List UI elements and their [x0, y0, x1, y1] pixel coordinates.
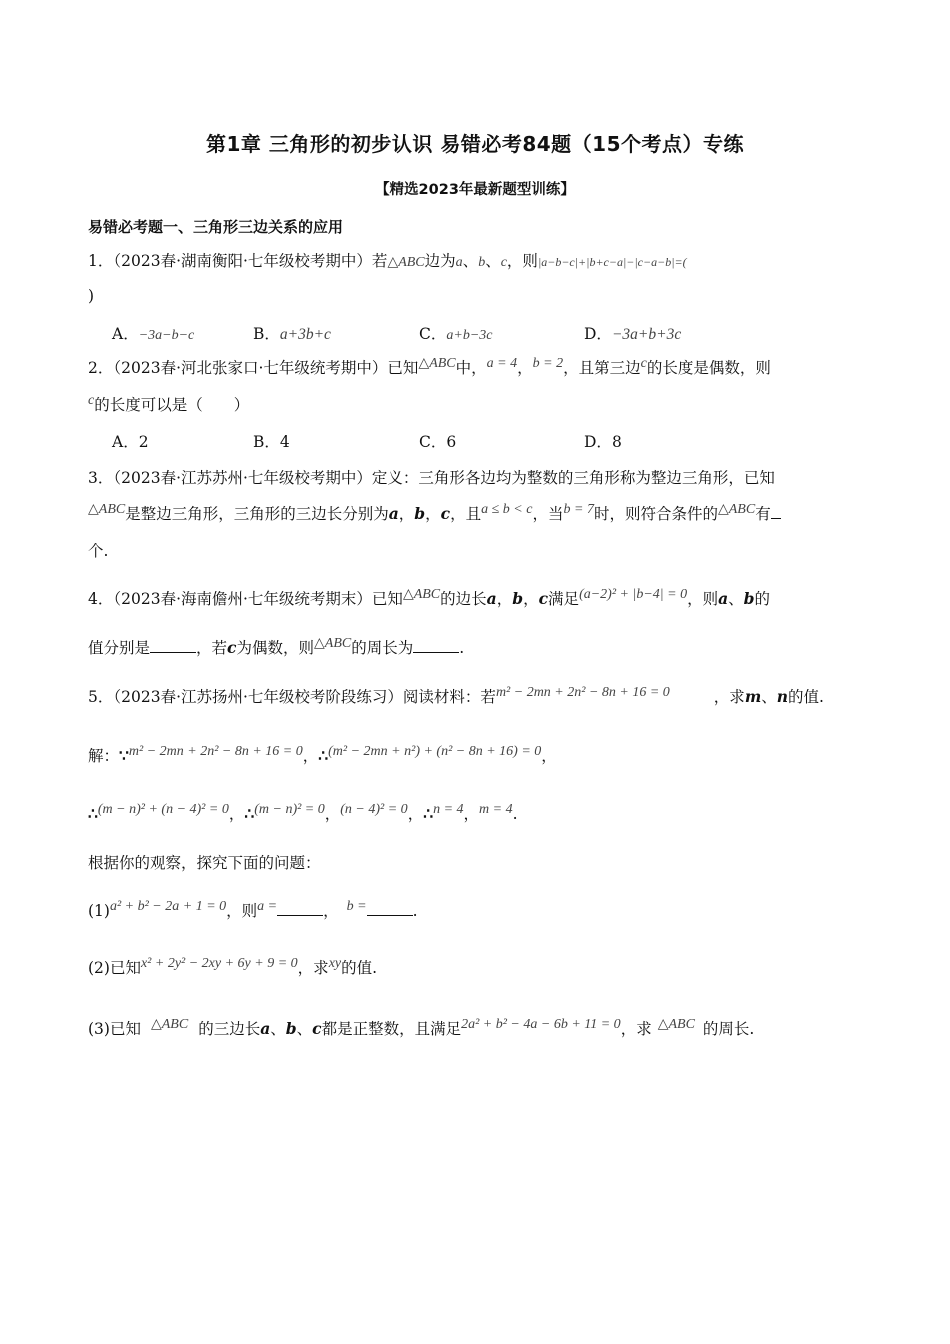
question-5: 5．（2023春·江苏扬州·七年级校考阶段练习）阅读材料：若m² − 2mn + 2n² − 8n + 16 = 0 ，求m、n的值.	[88, 685, 824, 706]
question-1: 1．（2023春·湖南衡阳·七年级校考期中）若△ABC边为a、b、c，则|a−b−c|+|b+c−a|−|c−a−b|=(	[88, 252, 687, 270]
question-1-expression: |a−b−c|+|b+c−a|−|c−a−b|=(	[537, 255, 687, 269]
observe-text: 根据你的观察，探究下面的问题：	[88, 854, 321, 872]
question-2: 2．（2023春·河北张家口·七年级统考期中）已知△ABC中，a = 4，b = 2，且第三边c的长度是偶数，则	[88, 356, 771, 377]
question-2-line2: c的长度可以是（ ）	[88, 393, 250, 414]
q1-option-a: A．−3a−b−c	[112, 325, 195, 343]
answer-blank	[367, 901, 413, 916]
solution-line-2: ∴(m − n)² + (n − 4)² = 0，∴(m − n)² = 0，(n − 4)² = 0，∴n = 4，m = 4.	[88, 802, 518, 823]
q2-option-d: D．8	[584, 433, 622, 451]
answer-blank	[413, 638, 459, 653]
answer-blank	[150, 638, 196, 653]
section-heading: 易错必考题一、三角形三边关系的应用	[88, 218, 344, 236]
q1-option-d: D．−3a+b+3c	[584, 325, 682, 343]
part-2: (2)已知x² + 2y² − 2xy + 6y + 9 = 0，求xy的值.	[88, 956, 378, 977]
question-3: 3．（2023春·江苏苏州·七年级校考期中）定义：三角形各边均为整数的三角形称为整边三角形，已知	[88, 469, 775, 487]
q2-option-c: C．6	[419, 433, 457, 451]
question-4-line2: 值分别是 ，若c为偶数，则△ABC的周长为 .	[88, 636, 465, 657]
part-1: (1)a² + b² − 2a + 1 = 0，则a = ， b = .	[88, 899, 418, 920]
answer-blank	[771, 504, 781, 519]
page-title: 第1章 三角形的初步认识 易错必考84题（15个考点）专练	[205, 132, 744, 156]
answer-blank	[277, 901, 323, 916]
q1-option-c: C．a+b−3c	[419, 325, 493, 343]
question-4: 4．（2023春·海南儋州·七年级统考期末）已知△ABC的边长a，b，c满足(a−2)² + |b−4| = 0，则a、b的	[88, 587, 771, 608]
question-1-close: )	[88, 287, 95, 305]
page-subtitle: 【精选2023年最新题型训练】	[375, 182, 575, 198]
triangle-symbol: △ABC	[387, 255, 425, 270]
question-3-line2: △ABC是整边三角形，三角形的三边长分别为a，b，c，且a ≤ b < c，当b = 7时，则符合条件的△ABC有	[88, 503, 781, 527]
q2-option-a: A．2	[112, 433, 149, 451]
part-3: (3)已知 △ABC 的三边长a、b、c都是正整数，且满足2a² + b² − 4a − 6b + 11 = 0，求 △ABC 的周长.	[88, 1017, 755, 1038]
question-3-line3: 个.	[88, 542, 109, 560]
solution-line-1: 解：∵m² − 2mn + 2n² − 8n + 16 = 0，∴(m² − 2mn + n²) + (n² − 8n + 16) = 0，	[88, 744, 557, 765]
q2-option-b: B．4	[253, 433, 290, 451]
q1-option-b: B．a+3b+c	[253, 325, 331, 343]
